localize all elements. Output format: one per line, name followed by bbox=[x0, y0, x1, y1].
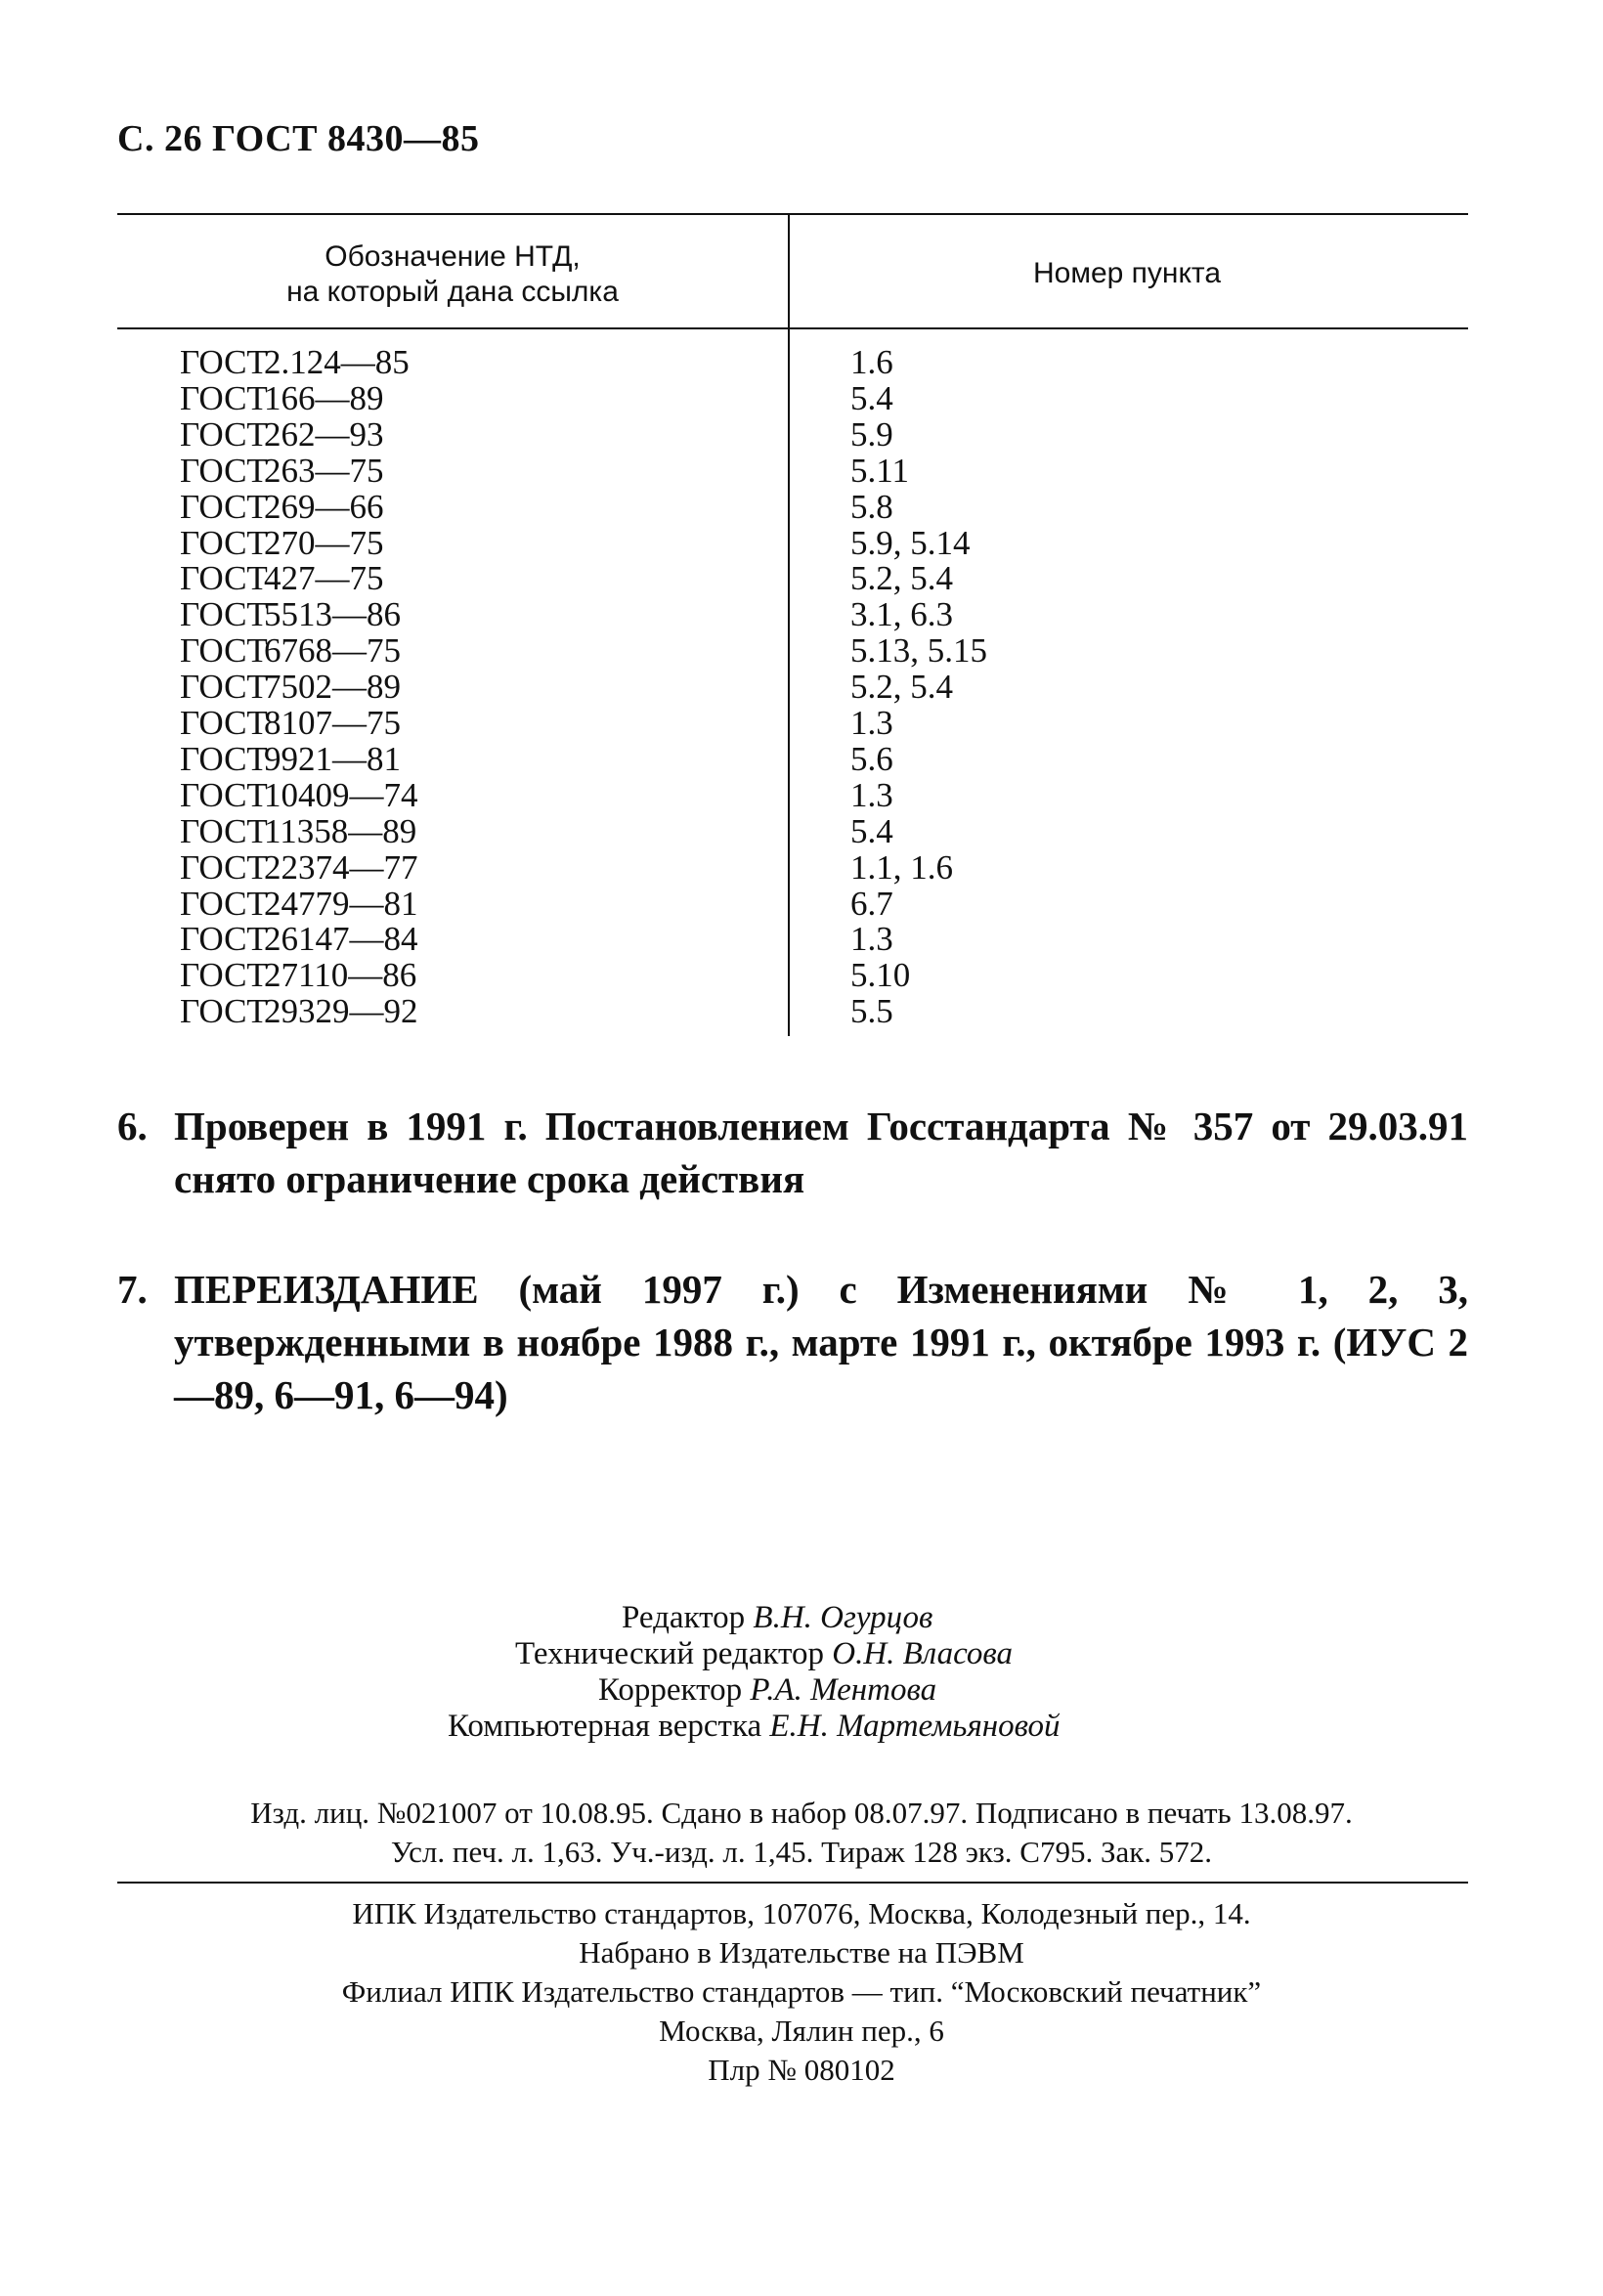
row-standard-prefix: ГОСТ bbox=[180, 920, 268, 959]
table-row bbox=[0, 344, 1603, 380]
row-standard-prefix: ГОСТ bbox=[180, 595, 268, 634]
credit-tech-editor-name: О.Н. Власова bbox=[832, 1636, 1014, 1671]
row-standard-number: 270—75 bbox=[264, 523, 384, 562]
row-point-numbers: 5.4 bbox=[850, 811, 893, 850]
row-point-numbers: 5.9, 5.14 bbox=[850, 523, 971, 562]
row-point-numbers: 5.13, 5.15 bbox=[850, 631, 987, 671]
credit-layout-name: Е.Н. Мартемьяновой bbox=[769, 1709, 1061, 1744]
printer-line-4: Москва, Лялин пер., 6 bbox=[659, 2014, 944, 2048]
row-standard-prefix: ГОСТ bbox=[180, 378, 268, 417]
table-row bbox=[0, 416, 1603, 453]
table-row bbox=[0, 849, 1603, 886]
row-point-numbers: 5.4 bbox=[850, 378, 893, 417]
row-standard-prefix: ГОСТ bbox=[180, 811, 268, 850]
row-standard-prefix: ГОСТ bbox=[180, 523, 268, 562]
row-standard-prefix: ГОСТ bbox=[180, 487, 268, 526]
table-row bbox=[0, 886, 1603, 922]
table-row bbox=[0, 777, 1603, 813]
footer-rule bbox=[117, 1882, 1468, 1884]
row-standard-prefix: ГОСТ bbox=[180, 739, 268, 778]
credit-editor bbox=[622, 1598, 932, 1637]
row-standard-number: 10409—74 bbox=[264, 775, 418, 814]
credit-tech-editor bbox=[515, 1634, 1013, 1673]
row-standard-prefix: ГОСТ bbox=[180, 704, 268, 742]
printer-line-2: Набрано в Издательстве на ПЭВМ bbox=[579, 1935, 1024, 1970]
printer-line-1: ИПК Издательство стандартов, 107076, Москва, Колодезный пер., 14. bbox=[352, 1896, 1251, 1930]
row-standard-number: 9921—81 bbox=[264, 739, 401, 778]
column-header-document-line1: Обозначение НТД, bbox=[325, 240, 581, 273]
row-point-numbers: 5.10 bbox=[850, 956, 911, 995]
row-standard-number: 22374—77 bbox=[264, 847, 418, 887]
table-row bbox=[0, 741, 1603, 777]
row-standard-number: 6768—75 bbox=[264, 631, 401, 671]
row-point-numbers: 5.6 bbox=[850, 739, 893, 778]
credit-editor-role: Редактор bbox=[622, 1600, 746, 1635]
credit-layout-role: Компьютерная верстка bbox=[448, 1709, 762, 1744]
table-row bbox=[0, 489, 1603, 525]
table-row bbox=[0, 669, 1603, 705]
publication-line-2: Усл. печ. л. 1,63. Уч.-изд. л. 1,45. Тираж 128 экз. С795. Зак. 572. bbox=[390, 1835, 1213, 1869]
row-point-numbers: 1.6 bbox=[850, 343, 893, 381]
credit-corrector bbox=[598, 1670, 936, 1710]
row-standard-number: 11358—89 bbox=[264, 811, 417, 850]
table-row bbox=[0, 813, 1603, 849]
row-point-numbers: 5.5 bbox=[850, 992, 893, 1031]
table-row bbox=[0, 705, 1603, 741]
row-point-numbers: 3.1, 6.3 bbox=[850, 595, 953, 634]
credit-corrector-role: Корректор bbox=[598, 1672, 743, 1708]
row-point-numbers: 5.9 bbox=[850, 414, 893, 454]
row-point-numbers: 6.7 bbox=[850, 884, 893, 923]
table-row bbox=[0, 453, 1603, 489]
row-standard-prefix: ГОСТ bbox=[180, 775, 268, 814]
printer-line-5: Плр № 080102 bbox=[708, 2053, 895, 2087]
table-row bbox=[0, 993, 1603, 1029]
row-point-numbers: 5.2, 5.4 bbox=[850, 559, 953, 598]
row-standard-number: 166—89 bbox=[264, 378, 384, 417]
row-standard-number: 263—75 bbox=[264, 451, 384, 490]
page-header: С. 26 ГОСТ 8430—85 bbox=[117, 118, 480, 159]
table-header-rule bbox=[117, 327, 1468, 329]
note-7-number: 7. bbox=[117, 1267, 148, 1312]
credit-layout bbox=[448, 1707, 1061, 1746]
publication-line-1: Изд. лиц. №021007 от 10.08.95. Сдано в набор 08.07.97. Подписано в печать 13.08.97. bbox=[250, 1796, 1353, 1830]
row-standard-prefix: ГОСТ bbox=[180, 451, 268, 490]
row-standard-prefix: ГОСТ bbox=[180, 631, 268, 671]
row-standard-prefix: ГОСТ bbox=[180, 992, 268, 1031]
table-row bbox=[0, 596, 1603, 632]
printer-info bbox=[0, 1894, 1603, 2090]
row-point-numbers: 5.2, 5.4 bbox=[850, 668, 953, 707]
column-header-document bbox=[117, 239, 788, 310]
printer-line-3: Филиал ИПК Издательство стандартов — тип. “Московский печатник” bbox=[341, 1974, 1262, 2009]
row-standard-number: 262—93 bbox=[264, 414, 384, 454]
row-standard-prefix: ГОСТ bbox=[180, 343, 268, 381]
row-point-numbers: 1.3 bbox=[850, 775, 893, 814]
row-point-numbers: 1.1, 1.6 bbox=[850, 847, 953, 887]
row-standard-number: 29329—92 bbox=[264, 992, 418, 1031]
row-standard-number: 8107—75 bbox=[264, 704, 401, 742]
note-6-number: 6. bbox=[117, 1104, 148, 1148]
table-row bbox=[0, 560, 1603, 596]
column-header-point: Номер пункта bbox=[1032, 257, 1222, 289]
row-point-numbers: 1.3 bbox=[850, 704, 893, 742]
note-6 bbox=[117, 1100, 1468, 1205]
row-point-numbers: 5.8 bbox=[850, 487, 893, 526]
row-standard-prefix: ГОСТ bbox=[180, 668, 268, 707]
column-header-document-line2: на который дана ссылка bbox=[286, 276, 619, 308]
row-point-numbers: 1.3 bbox=[850, 920, 893, 959]
row-standard-prefix: ГОСТ bbox=[180, 956, 268, 995]
row-standard-number: 7502—89 bbox=[264, 668, 401, 707]
row-standard-number: 24779—81 bbox=[264, 884, 418, 923]
table-top-rule bbox=[117, 213, 1468, 215]
credit-editor-name: В.Н. Огурцов bbox=[753, 1600, 933, 1635]
row-standard-number: 2.124—85 bbox=[264, 343, 410, 381]
table-row bbox=[0, 921, 1603, 957]
table-row bbox=[0, 632, 1603, 669]
note-7-text: ПЕРЕИЗДАНИЕ (май 1997 г.) с Изменениями № 1, 2, 3, утвержденными в ноябре 1988 г., марте 1991 г., октябре 1993 г. (ИУС 2—89, 6—91, 6—94) bbox=[174, 1267, 1468, 1417]
publication-info bbox=[0, 1794, 1603, 1872]
credit-corrector-name: Р.А. Ментова bbox=[750, 1672, 937, 1708]
note-7 bbox=[117, 1263, 1468, 1421]
row-standard-number: 26147—84 bbox=[264, 920, 418, 959]
table-row bbox=[0, 957, 1603, 993]
row-standard-number: 269—66 bbox=[264, 487, 384, 526]
table-row bbox=[0, 525, 1603, 561]
row-standard-number: 27110—86 bbox=[264, 956, 417, 995]
row-standard-prefix: ГОСТ bbox=[180, 884, 268, 923]
row-standard-number: 427—75 bbox=[264, 559, 384, 598]
credit-tech-editor-role: Технический редактор bbox=[515, 1636, 824, 1671]
row-standard-prefix: ГОСТ bbox=[180, 414, 268, 454]
row-standard-number: 5513—86 bbox=[264, 595, 401, 634]
row-standard-prefix: ГОСТ bbox=[180, 847, 268, 887]
row-standard-prefix: ГОСТ bbox=[180, 559, 268, 598]
note-6-text: Проверен в 1991 г. Постановлением Госстандарта № 357 от 29.03.91 снято ограничение срока действия bbox=[174, 1104, 1468, 1201]
table-row bbox=[0, 380, 1603, 416]
row-point-numbers: 5.11 bbox=[850, 451, 909, 490]
